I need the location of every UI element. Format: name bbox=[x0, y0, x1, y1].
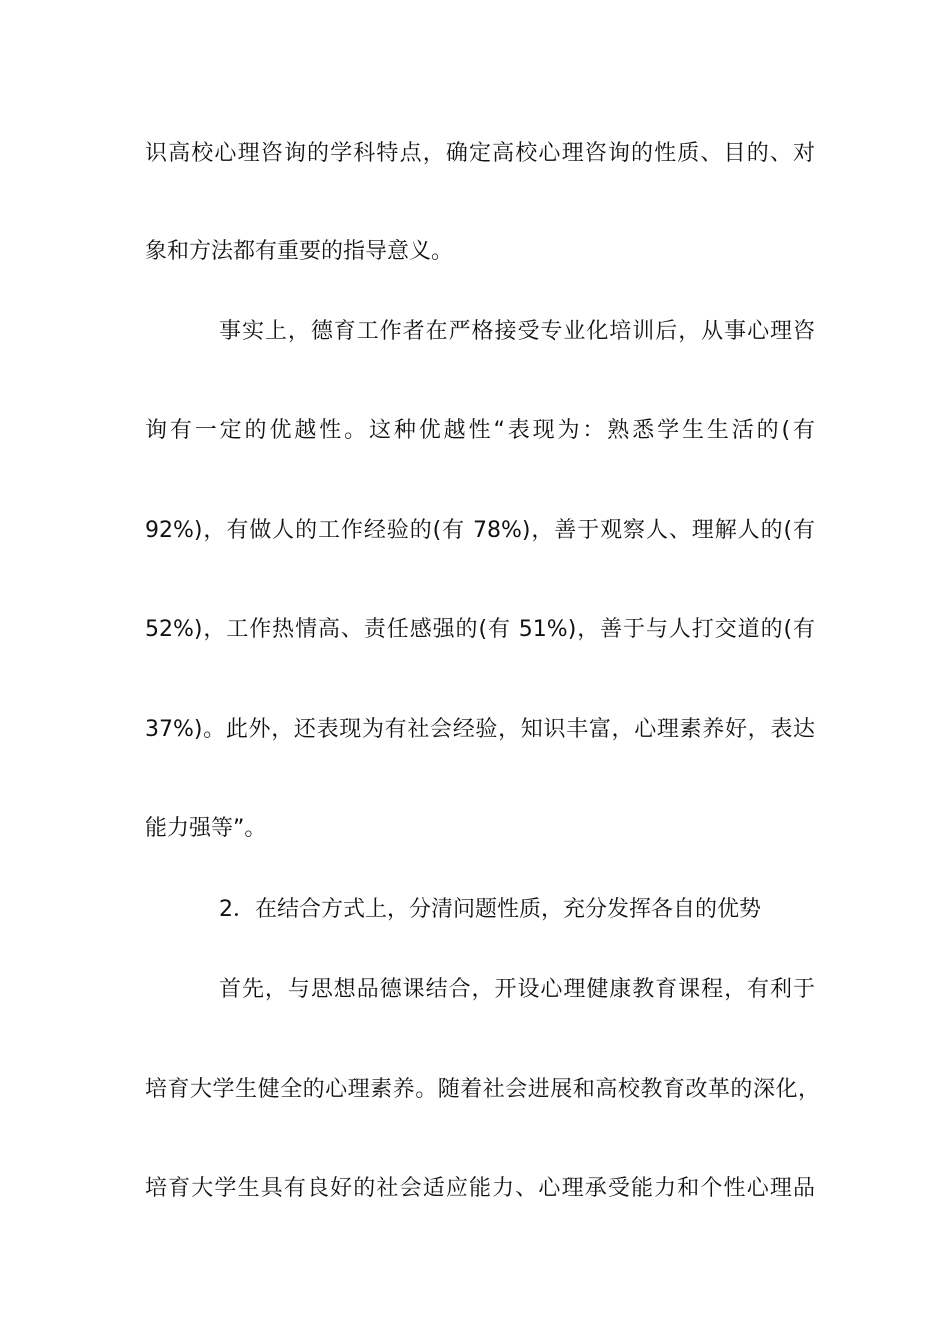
paragraph-line-8: 能力强等”。 bbox=[145, 816, 267, 841]
paragraph-line-5: 92%)，有做人的工作经验的(有 78%)，善于观察人、理解人的(有 bbox=[145, 518, 815, 543]
paragraph-line-1: 识高校心理咨询的学科特点，确定高校心理咨询的性质、目的、对 bbox=[145, 141, 815, 166]
paragraph-line-7: 37%)。此外，还表现为有社会经验，知识丰富，心理素养好，表达 bbox=[145, 717, 815, 742]
paragraph-line-3: 事实上，德育工作者在严格接受专业化培训后，从事心理咨 bbox=[219, 319, 815, 344]
paragraph-line-6: 52%)，工作热情高、责任感强的(有 51%)，善于与人打交道的(有 bbox=[145, 617, 815, 642]
paragraph-line-2: 象和方法都有重要的指导意义。 bbox=[145, 239, 454, 264]
paragraph-line-11: 培育大学生具有良好的社会适应能力、心理承受能力和个性心理品 bbox=[145, 1176, 815, 1201]
paragraph-line-10: 培育大学生健全的心理素养。随着社会进展和高校教育改革的深化， bbox=[145, 1077, 820, 1102]
section-heading: 2．在结合方式上，分清问题性质，充分发挥各自的优势 bbox=[219, 897, 761, 922]
paragraph-line-4: 询有一定的优越性。这种优越性“表现为：熟悉学生生活的(有 bbox=[145, 418, 815, 443]
paragraph-line-9: 首先，与思想品德课结合，开设心理健康教育课程，有利于 bbox=[219, 977, 815, 1002]
